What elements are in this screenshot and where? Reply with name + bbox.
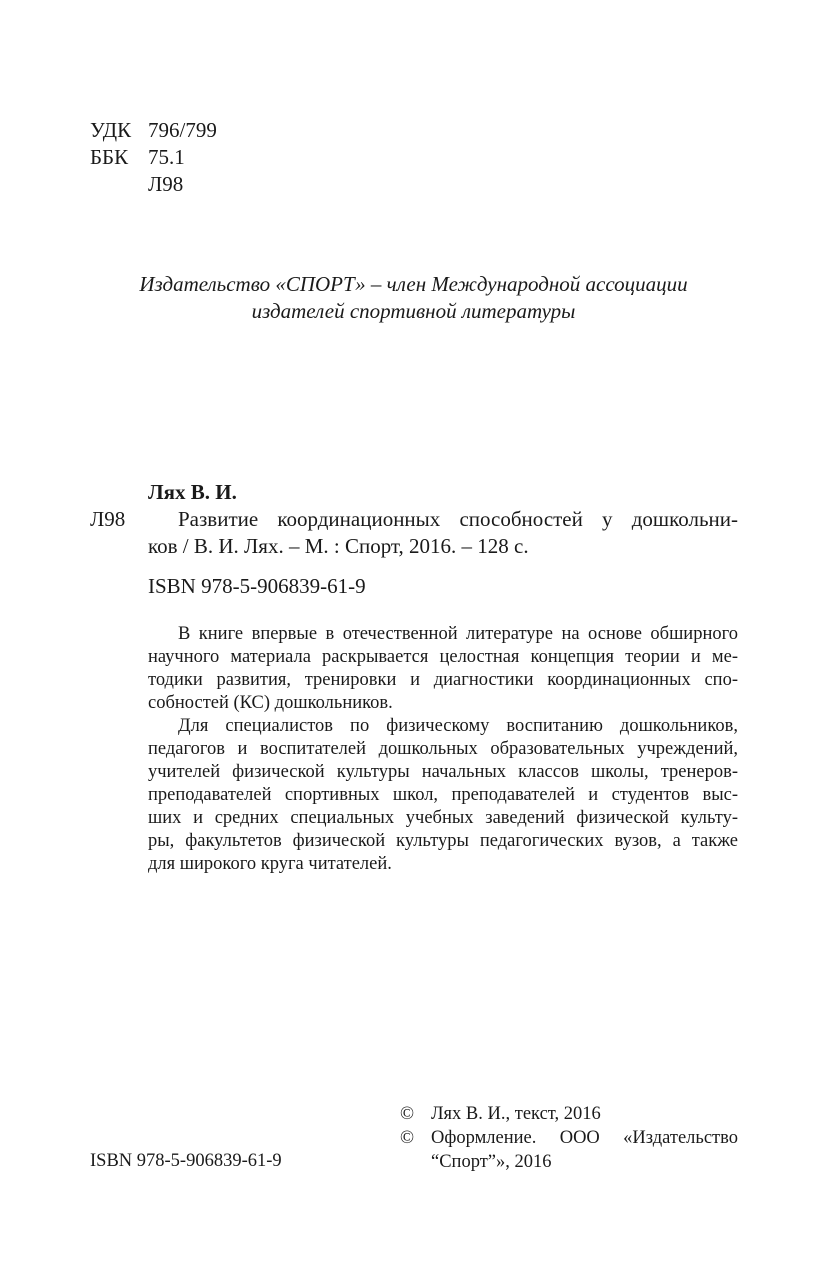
association-line-1: Издательство «СПОРТ» – член Международной ассоциации bbox=[139, 272, 688, 296]
copyright-text: Лях В. И., текст, 2016 bbox=[431, 1104, 601, 1124]
annotation-line: педагогов и воспитателей дошкольных образовательных учреждений, bbox=[148, 739, 738, 759]
annotation-line: для широкого круга читателей. bbox=[148, 854, 392, 874]
copyright-symbol: © bbox=[400, 1128, 415, 1148]
annotation bbox=[148, 623, 738, 876]
author-mark-row bbox=[90, 174, 217, 201]
bibliographic-author-mark: Л98 bbox=[90, 507, 126, 531]
udk-value: 796/799 bbox=[148, 118, 217, 142]
copyright-symbol: © bbox=[400, 1104, 415, 1124]
udk-row bbox=[90, 120, 217, 147]
annotation-line: учителей физической культуры начальных классов школы, тренеров- bbox=[148, 762, 738, 782]
copyright-block bbox=[400, 1105, 738, 1177]
annotation-line: ры, факультетов физической культуры педагогических вузов, а также bbox=[148, 831, 738, 851]
annotation-line: ших и средних специальных учебных заведений физической культу- bbox=[148, 808, 738, 828]
annotation-paragraph-1 bbox=[148, 623, 738, 715]
copyright-entry bbox=[400, 1129, 738, 1177]
annotation-paragraph-2 bbox=[148, 715, 738, 876]
annotation-line: В книге впервые в отечественной литературе на основе обширного bbox=[178, 624, 738, 644]
bbk-row bbox=[90, 147, 217, 174]
footer-isbn: ISBN 978-5-906839-61-9 bbox=[90, 1151, 282, 1171]
copyright-entry bbox=[400, 1105, 738, 1129]
udk-label: УДК bbox=[90, 118, 132, 142]
annotation-line: тодики развития, тренировки и диагностики координационных спо- bbox=[148, 670, 738, 690]
book-title-line-2: ков / В. И. Лях. – М. : Спорт, 2016. – 128 с. bbox=[148, 534, 529, 558]
copyright-text: Оформление. ООО «Издательство bbox=[431, 1128, 738, 1148]
bbk-value: 75.1 bbox=[148, 145, 185, 169]
classification-block bbox=[90, 120, 217, 201]
author-heading: Лях В. И. bbox=[148, 480, 237, 504]
annotation-line: собностей (КС) дошкольников. bbox=[148, 693, 393, 713]
annotation-line: Для специалистов по физическому воспитанию дошкольников, bbox=[178, 716, 738, 736]
association-line-2: издателей спортивной литературы bbox=[251, 299, 576, 323]
annotation-line: преподавателей спортивных школ, преподавателей и студентов выс- bbox=[148, 785, 738, 805]
classification-author-mark: Л98 bbox=[148, 172, 184, 196]
copyright-text: “Спорт”», 2016 bbox=[431, 1152, 552, 1172]
book-title-line-1: Развитие координационных способностей у дошкольни- bbox=[178, 507, 738, 531]
bbk-label: ББК bbox=[90, 145, 129, 169]
isbn-record: ISBN 978-5-906839-61-9 bbox=[148, 574, 366, 598]
association-statement bbox=[0, 271, 827, 325]
annotation-line: научного материала раскрывается целостная концепция теории и ме- bbox=[148, 647, 738, 667]
